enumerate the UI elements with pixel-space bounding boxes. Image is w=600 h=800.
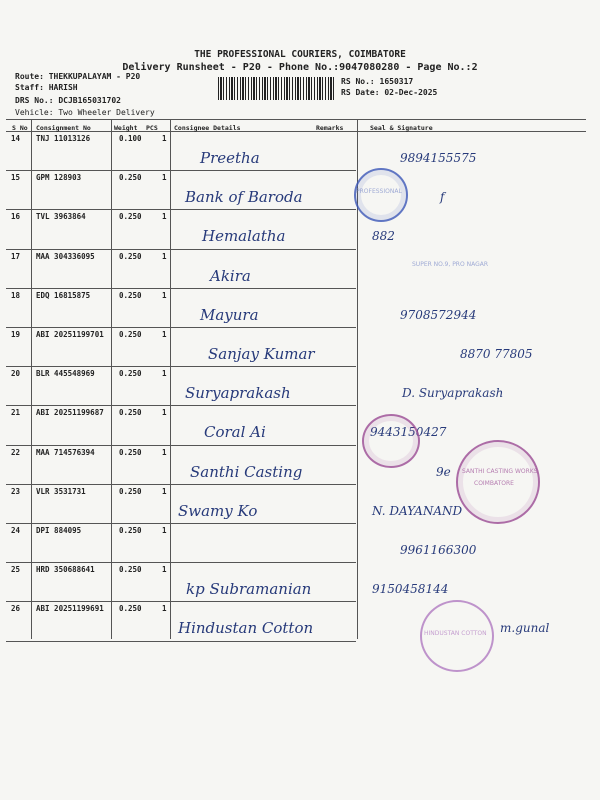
col-pcs: PCS <box>146 124 158 132</box>
row-weight: 0.100 <box>119 134 142 143</box>
santhi-stamp-city: COIMBATORE <box>474 480 514 487</box>
hindustan-stamp-text: HINDUSTAN COTTON <box>424 630 487 637</box>
row-consignment: GPM 128903 <box>36 173 82 183</box>
col-sno: S No <box>12 124 28 132</box>
row-sno: 22 <box>11 447 21 457</box>
row-pcs: 1 <box>162 173 167 183</box>
row-consignment: TVL 3963864 <box>36 212 86 222</box>
row-pcs: 1 <box>162 604 167 614</box>
row-consignment: EDQ 16815875 <box>36 290 91 300</box>
consignee-handwriting: Preetha <box>200 149 260 167</box>
row-divider <box>6 249 356 250</box>
signature-handwriting: 9e <box>436 464 451 479</box>
row-pcs: 1 <box>162 565 167 575</box>
row-sno: 14 <box>11 134 21 143</box>
row-divider <box>6 484 356 485</box>
row-consignment: DPI 884095 <box>36 526 82 535</box>
courier-stamp-text: PROFESSIONAL <box>356 188 402 195</box>
signature-handwriting: 9708572944 <box>400 307 477 322</box>
row-sno: 16 <box>11 212 21 222</box>
col-remarks: Remarks <box>316 124 344 132</box>
row-sno: 18 <box>11 290 21 300</box>
header-bottom-line <box>6 131 586 132</box>
row-sno: 15 <box>11 173 21 183</box>
row-divider <box>6 170 356 171</box>
row-consignment: VLR 3531731 <box>36 486 86 496</box>
signature-handwriting: N. DAYANAND <box>372 503 463 518</box>
row-sno: 26 <box>11 604 21 614</box>
signature-handwriting: f <box>440 190 445 205</box>
table-top-line <box>6 119 586 120</box>
row-weight: 0.250 <box>119 604 142 614</box>
row-sno: 25 <box>11 565 21 575</box>
consignee-handwriting: Sanjay Kumar <box>208 345 315 363</box>
rs-date: RS Date: 02-Dec-2025 <box>341 88 438 97</box>
row-pcs: 1 <box>162 526 167 535</box>
row-weight: 0.250 <box>119 369 142 379</box>
row-pcs: 1 <box>162 408 167 418</box>
row-sno: 21 <box>11 408 21 418</box>
consignee-handwriting: Suryaprakash <box>185 384 291 403</box>
row-weight: 0.250 <box>119 290 142 300</box>
row-weight: 0.250 <box>119 212 142 222</box>
row-divider <box>6 641 356 642</box>
consignee-handwriting: Swamy Ko <box>178 501 258 520</box>
row-consignment: MAA 304336095 <box>36 251 95 261</box>
row-consignment: HRD 350688641 <box>36 565 95 575</box>
signature-handwriting: 9961166300 <box>400 543 477 557</box>
col-consignee: Consignee Details <box>174 124 241 132</box>
row-pcs: 1 <box>162 134 167 143</box>
row-divider <box>6 366 356 367</box>
consignee-handwriting: Mayura <box>200 305 259 324</box>
consignee-handwriting: Akira <box>210 266 251 285</box>
row-weight: 0.250 <box>119 565 142 575</box>
col-divider <box>111 119 112 639</box>
col-seal: Seal & Signature <box>370 124 433 132</box>
row-weight: 0.250 <box>119 330 142 339</box>
row-sno: 23 <box>11 486 21 496</box>
rs-number: RS No.: 1650317 <box>341 77 414 86</box>
row-pcs: 1 <box>162 251 167 261</box>
row-sno: 20 <box>11 369 21 379</box>
courier-stamp <box>354 168 408 222</box>
row-weight: 0.250 <box>119 173 142 183</box>
col-consignment: Consignment No <box>36 124 91 132</box>
address-stamp-text: SUPER NO.9, PRO NAGAR <box>412 261 489 268</box>
company-title: THE PROFESSIONAL COURIERS, COIMBATORE <box>194 49 406 60</box>
row-consignment: BLR 445548969 <box>36 369 95 379</box>
row-divider <box>6 209 356 210</box>
signature-handwriting: 8870 77805 <box>460 347 533 361</box>
row-consignment: ABI 20251199701 <box>36 330 104 339</box>
row-pcs: 1 <box>162 447 167 457</box>
route-label: Route: THEKKUPALAYAM - P20 <box>15 72 141 81</box>
col-weight: Weight <box>114 124 138 132</box>
row-weight: 0.250 <box>119 408 142 418</box>
row-divider <box>6 562 356 563</box>
row-divider <box>6 523 356 524</box>
drs-label: DRS No.: DCJB165031702 <box>15 96 121 105</box>
row-divider <box>6 327 356 328</box>
row-consignment: TNJ 11013126 <box>36 134 91 143</box>
row-consignment: ABI 20251199691 <box>36 604 104 614</box>
consignee-handwriting: Hindustan Cotton <box>178 619 314 638</box>
signature-handwriting: 9150458144 <box>372 582 449 597</box>
row-pcs: 1 <box>162 290 167 300</box>
col-divider <box>31 119 32 639</box>
runsheet-subtitle: Delivery Runsheet - P20 - Phone No.:9047080280 - Page No.:2 <box>122 62 478 73</box>
consignee-handwriting: Coral Ai <box>204 423 266 442</box>
row-weight: 0.250 <box>119 526 142 535</box>
col-divider <box>170 119 171 639</box>
row-divider <box>6 445 356 446</box>
signature-handwriting: 9443150427 <box>370 425 447 440</box>
row-consignment: MAA 714576394 <box>36 447 95 457</box>
barcode <box>218 77 336 100</box>
row-consignment: ABI 20251199687 <box>36 408 104 418</box>
row-divider <box>6 288 356 289</box>
consignee-handwriting: Santhi Casting <box>190 462 303 481</box>
row-pcs: 1 <box>162 330 167 339</box>
row-weight: 0.250 <box>119 486 142 496</box>
seal-stamp <box>362 414 420 468</box>
consignee-handwriting: kp Subramanian <box>186 580 312 599</box>
row-pcs: 1 <box>162 212 167 222</box>
row-divider <box>6 405 356 406</box>
vehicle-label: Vehicle: Two Wheeler Delivery <box>15 108 155 117</box>
consignee-handwriting: Hemalatha <box>202 227 286 246</box>
signature-handwriting: m.gunal <box>500 621 550 636</box>
staff-label: Staff: HARISH <box>15 83 78 92</box>
santhi-stamp-text: SANTHI CASTING WORKS <box>462 468 538 475</box>
row-sno: 24 <box>11 526 21 535</box>
row-sno: 19 <box>11 330 21 339</box>
row-weight: 0.250 <box>119 447 142 457</box>
signature-handwriting: 882 <box>372 229 395 244</box>
row-pcs: 1 <box>162 486 167 496</box>
row-sno: 17 <box>11 251 21 261</box>
signature-handwriting: 9894155575 <box>400 151 477 165</box>
row-weight: 0.250 <box>119 251 142 261</box>
signature-handwriting: D. Suryaprakash <box>402 386 504 401</box>
consignee-handwriting: Bank of Baroda <box>185 188 303 207</box>
row-divider <box>6 601 356 602</box>
row-pcs: 1 <box>162 369 167 379</box>
